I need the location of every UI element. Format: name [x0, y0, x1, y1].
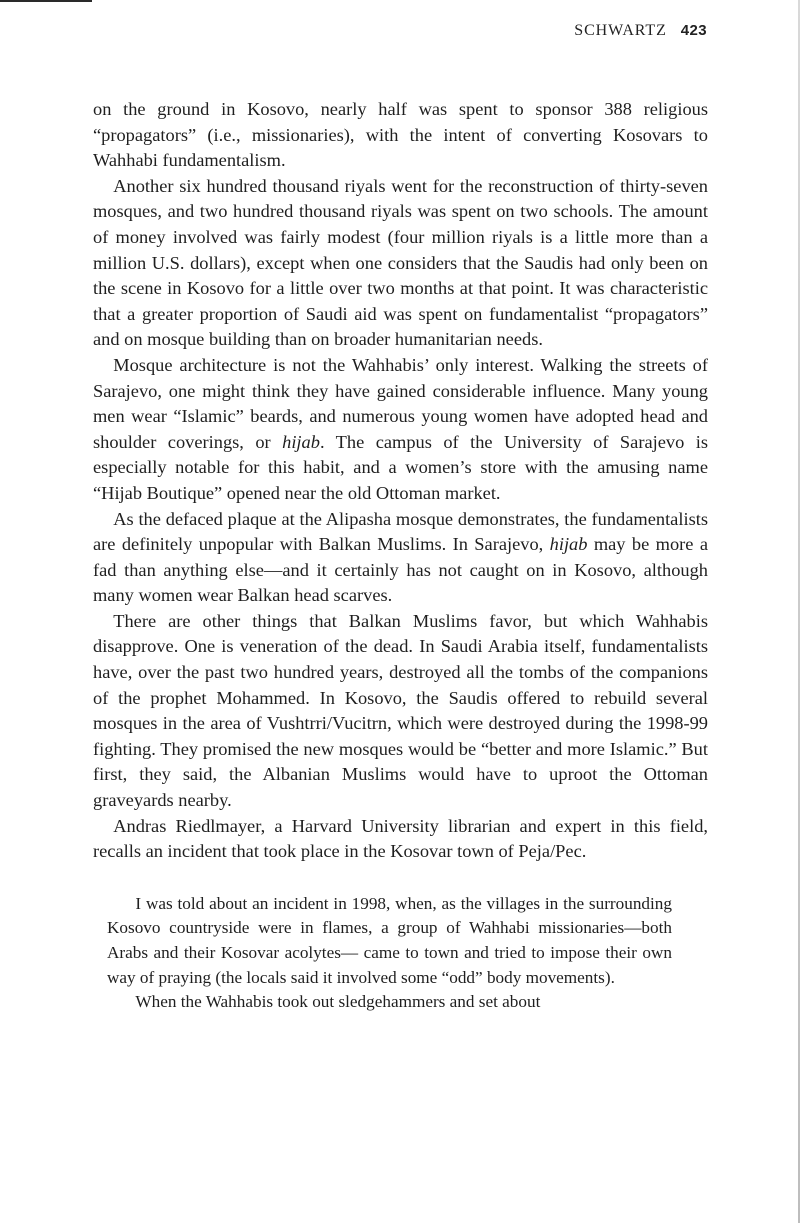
paragraph-text: on the ground in Kosovo, nearly half was spent to sponsor 388 religious “propagators” (i.e., missionaries), with the intent of converting Kosovars to Wahhabi fundamentalism.: [93, 99, 708, 171]
italic-term: hijab: [282, 431, 320, 452]
page-number: 423: [680, 22, 707, 39]
paragraph-text: Another six hundred thousand riyals went for the reconstruction of thirty-seven mosques, and two hundred thousand riyals was spent on two schools. The amount of money involved was fairly modest (four million riyals is a little more than a million U.S. dollars), except when one considers that the Saudis had only been on the scene in Kosovo for a little over two months at that point. It was characteristic that a greater proportion of Saudi aid was spent on fundamentalist “propagators” and on mosque building than on broader humanitarian needs.: [93, 175, 708, 350]
paragraph-text: . The campus of the University of Sarajevo is especially notable for this habit, and a women’s store with the amusing name “Hijab Boutique” opened near the old Ottoman market.: [93, 431, 708, 503]
quote-text: I was told about an incident in 1998, when, as the villages in the surrounding Kosovo countryside were in flames, a group of Wahhabi missionaries—both Arabs and their Kosovar acolytes— came to town and tried to impose their own way of praying (the locals said it involved some “odd” body movements).: [107, 893, 672, 987]
paragraph-text: Andras Riedlmayer, a Harvard University librarian and expert in this field, recalls an incident that took place in the Kosovar town of Peja/Pec.: [93, 815, 708, 862]
paragraph-text: As the defaced plaque at the Alipasha mosque demonstrates, the fundamentalists are definitely unpopular with Balkan Muslims. In Sarajevo,: [93, 508, 708, 555]
paragraph-text: may be more a fad than anything else—and it certainly has not caught on in Kosovo, although many women wear Balkan head scarves.: [93, 534, 708, 606]
quote-text: When the Wahhabis took out sledgehammers and set about: [135, 992, 541, 1012]
paragraph: [93, 97, 708, 174]
paragraph: [93, 609, 708, 814]
running-head: [574, 22, 707, 40]
paragraph-text: There are other things that Balkan Muslims favor, but which Wahhabis disapprove. One is veneration of the dead. In Saudi Arabia itself, fundamentalists have, over the past two hundred years, destroyed all the tombs of the companions of the prophet Mohammed. In Kosovo, the Saudis offered to rebuild several mosques in the area of Vushtrri/Vucitrn, which were destroyed during the 1998-99 fighting. They promised the new mosques would be “better and more Islamic.” But first, they said, the Albanian Muslims would have to uproot the Ottoman graveyards nearby.: [93, 610, 708, 811]
paragraph: [93, 174, 708, 353]
paragraph: [93, 353, 708, 507]
paragraph: [93, 814, 708, 865]
paragraph: [93, 507, 708, 609]
body-text: [93, 97, 708, 1015]
top-rule: [0, 0, 92, 2]
italic-term: hijab: [549, 534, 588, 555]
quote-paragraph: [107, 892, 672, 990]
quote-paragraph: [107, 990, 672, 1015]
running-head-author: SCHWARTZ: [574, 22, 667, 39]
paragraph-text: Mosque architecture is not the Wahhabis’ only interest. Walking the streets of Sarajevo, one might think they have gained considerable influence. Many young men wear “Islamic” beards, and numerous young women have adopted head and shoulder coverings, or: [93, 354, 708, 452]
block-quote: [107, 892, 672, 1015]
